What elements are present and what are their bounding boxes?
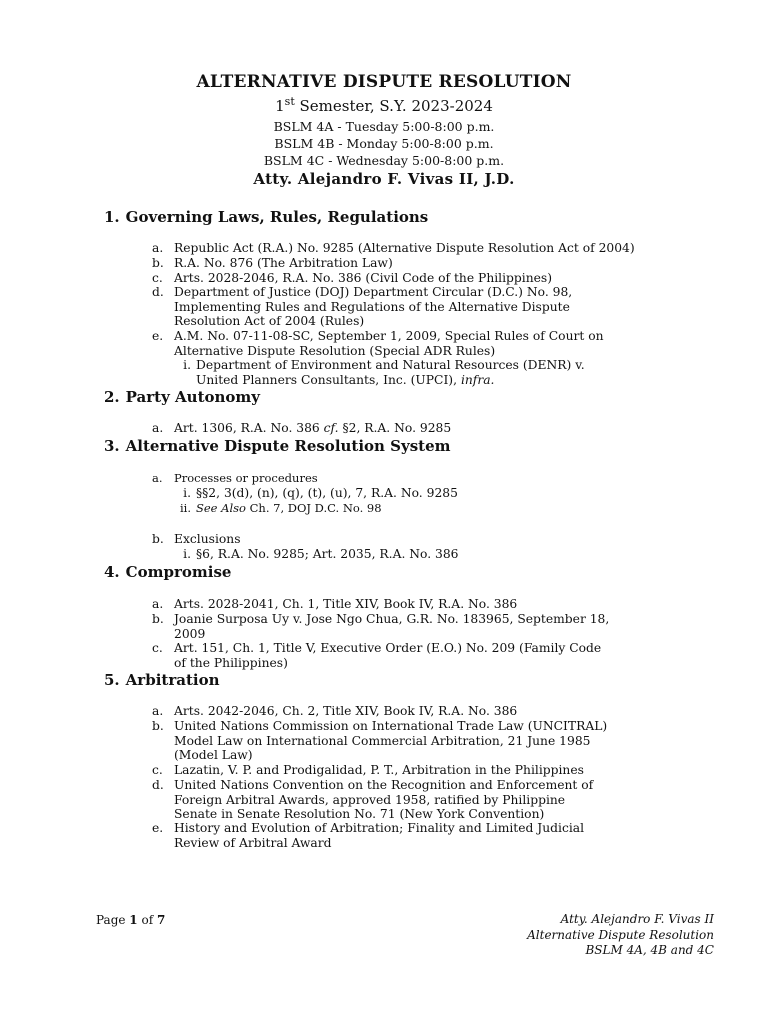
list-item	[152, 329, 692, 358]
sub-item-text: §6, R.A. No. 9285; Art. 2035, R.A. No. 386	[196, 547, 459, 561]
section-heading-2	[104, 388, 260, 406]
schedule-line-4b: BSLM 4B - Monday 5:00-8:00 p.m.	[274, 136, 494, 151]
sub-item-text-post: Ch. 7, DOJ D.C. No. 98	[245, 501, 382, 515]
item-text-line: Foreign Arbitral Awards, approved 1958, ratified by Philippine	[174, 792, 566, 807]
sub-item-label: ii.	[179, 501, 191, 515]
item-text-line: Model Law on International Commercial Arbitration, 21 June 1985	[174, 733, 591, 748]
section-title: Compromise	[125, 563, 232, 581]
list-item	[152, 612, 692, 641]
sub-item-label: i.	[183, 358, 191, 372]
schedule-line-4a: BSLM 4A - Tuesday 5:00-8:00 p.m.	[273, 119, 495, 134]
item-label: a.	[152, 597, 164, 611]
list-item	[152, 421, 692, 436]
list-item	[152, 641, 692, 670]
footer-author: Atty. Alejandro F. Vivas II	[560, 912, 714, 926]
section-number: 1.	[104, 208, 120, 226]
item-text-line: Senate in Senate Resolution No. 71 (New York Convention)	[174, 807, 545, 822]
semester-text: Semester, S.Y. 2023-2024	[294, 97, 493, 115]
semester-ordinal-suffix: st	[284, 95, 295, 108]
list-item	[152, 719, 692, 763]
page-current: 1	[129, 913, 138, 927]
section-title: Arbitration	[125, 671, 220, 689]
list-item	[152, 597, 692, 612]
list-item	[152, 471, 692, 486]
item-text-line: Alternative Dispute Resolution (Special ADR Rules)	[174, 343, 496, 358]
sub-item-text: United Planners Consultants, Inc. (UPCI),	[196, 372, 461, 387]
sub-item-text-line	[196, 373, 696, 388]
semester-ordinal: 1	[275, 97, 285, 115]
section-title: Party Autonomy	[125, 388, 261, 406]
item-text-line: United Nations Commission on International Trade Law (UNCITRAL)	[174, 719, 608, 733]
sub-item-text	[196, 501, 696, 516]
item-label: d.	[152, 285, 164, 299]
item-emphasis: cf.	[323, 421, 339, 435]
item-label: e.	[152, 821, 164, 835]
list-item	[152, 271, 692, 286]
item-label: c.	[152, 641, 163, 655]
section-number: 5.	[104, 671, 120, 689]
list-item	[152, 704, 692, 719]
item-text-line: Art. 151, Ch. 1, Title V, Executive Order (E.O.) No. 209 (Family Code	[174, 641, 602, 655]
item-text-line: Resolution Act of 2004 (Rules)	[174, 314, 365, 329]
document-title: ALTERNATIVE DISPUTE RESOLUTION	[196, 72, 572, 92]
sub-item-text-line: Department of Environment and Natural Resources (DENR) v.	[196, 358, 585, 372]
list-item	[152, 778, 692, 822]
sub-list-item	[183, 547, 696, 562]
item-text: Arts. 2028-2041, Ch. 1, Title XIV, Book IV, R.A. No. 386	[174, 597, 518, 611]
sub-list-item	[183, 486, 696, 501]
item-label: c.	[152, 271, 163, 285]
section-heading-1	[104, 208, 428, 226]
sub-list-item	[179, 501, 696, 516]
section-heading-4	[104, 563, 231, 581]
item-text: Arts. 2042-2046, Ch. 2, Title XIV, Book IV, R.A. No. 386	[174, 704, 518, 718]
item-label: a.	[152, 421, 164, 435]
item-label: e.	[152, 329, 164, 343]
list-item	[152, 532, 692, 547]
item-text: Arts. 2028-2046, R.A. No. 386 (Civil Code of the Philippines)	[174, 271, 553, 285]
footer-course: Alternative Dispute Resolution	[527, 927, 714, 942]
item-text: Exclusions	[174, 532, 241, 546]
list-item	[152, 241, 692, 256]
sub-item-emphasis: infra.	[460, 372, 495, 387]
item-label: b.	[152, 612, 164, 626]
item-label: a.	[152, 704, 164, 718]
page-total: 7	[156, 913, 166, 927]
item-text-pre: Art. 1306, R.A. No. 386	[174, 421, 324, 435]
list-item	[152, 763, 692, 778]
item-text-post: §2, R.A. No. 9285	[338, 421, 452, 435]
page-of-word: of	[137, 913, 157, 927]
section-number: 4.	[104, 563, 120, 581]
item-text-line: History and Evolution of Arbitration; Finality and Limited Judicial	[174, 821, 585, 835]
item-text-line: A.M. No. 07-11-08-SC, September 1, 2009, Special Rules of Court on	[174, 329, 604, 343]
item-text-line: (Model Law)	[174, 748, 253, 763]
item-label: a.	[152, 471, 163, 485]
item-text-line: of the Philippines)	[174, 655, 288, 670]
section-title: Alternative Dispute Resolution System	[125, 437, 451, 455]
page-word: Page	[96, 913, 130, 927]
list-item	[152, 285, 692, 329]
footer-sections: BSLM 4A, 4B and 4C	[585, 943, 714, 957]
item-text-line: 2009	[174, 626, 206, 641]
footer-info	[394, 912, 714, 959]
item-label: b.	[152, 532, 164, 546]
list-item	[152, 256, 692, 271]
item-label: d.	[152, 778, 164, 792]
item-text: R.A. No. 876 (The Arbitration Law)	[174, 256, 393, 270]
sub-item-label: i.	[183, 486, 191, 500]
page-number	[96, 913, 165, 927]
item-text: Republic Act (R.A.) No. 9285 (Alternative Dispute Resolution Act of 2004)	[174, 241, 635, 255]
section-number: 3.	[104, 437, 120, 455]
item-label: c.	[152, 763, 163, 777]
item-label: a.	[152, 241, 164, 255]
semester-line	[0, 97, 768, 115]
item-text-line: United Nations Convention on the Recognition and Enforcement of	[174, 778, 594, 792]
item-text-line: Joanie Surposa Uy v. Jose Ngo Chua, G.R. No. 183965, September 18,	[174, 612, 610, 626]
item-text	[174, 421, 692, 436]
sub-list-item	[183, 358, 696, 387]
item-label: b.	[152, 256, 164, 270]
sub-item-text: §§2, 3(d), (n), (q), (t), (u), 7, R.A. No. 9285	[196, 486, 458, 500]
list-item	[152, 821, 692, 850]
section-heading-5	[104, 671, 220, 689]
item-label: b.	[152, 719, 164, 733]
item-text: Processes or procedures	[174, 471, 318, 485]
section-heading-3	[104, 437, 451, 455]
schedule-line-4c: BSLM 4C - Wednesday 5:00-8:00 p.m.	[263, 153, 505, 168]
professor-name: Atty. Alejandro F. Vivas II, J.D.	[253, 170, 515, 188]
section-title: Governing Laws, Rules, Regulations	[125, 208, 429, 226]
item-text-line: Implementing Rules and Regulations of the Alternative Dispute	[174, 299, 570, 314]
sub-item-emphasis: See Also	[196, 501, 246, 515]
sub-item-label: i.	[183, 547, 191, 561]
item-text-line: Department of Justice (DOJ) Department Circular (D.C.) No. 98,	[174, 285, 573, 299]
item-text: Lazatin, V. P. and Prodigalidad, P. T., Arbitration in the Philippines	[174, 763, 584, 777]
item-text-line: Review of Arbitral Award	[174, 835, 332, 850]
section-number: 2.	[104, 388, 120, 406]
